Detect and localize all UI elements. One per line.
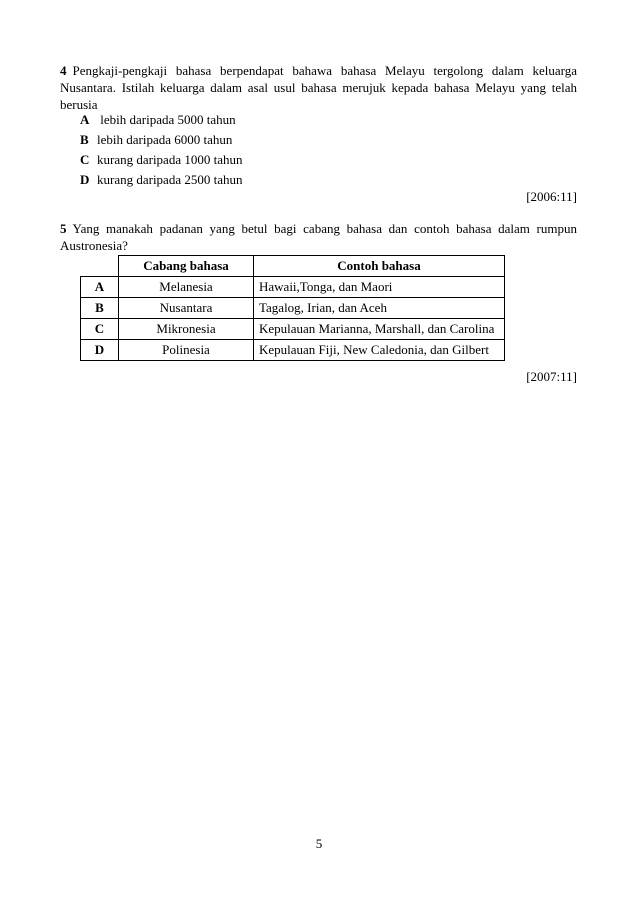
page-number: 5 — [315, 836, 323, 851]
table-header-row — [81, 256, 505, 277]
question-4-options — [80, 110, 480, 190]
question-4-reference: [2006:11] — [526, 189, 577, 204]
option-letter: C — [80, 152, 90, 167]
option-text: kurang daripada 2500 tahun — [97, 172, 243, 187]
row-letter: D — [81, 340, 119, 361]
question-4-number: 4 — [60, 63, 67, 78]
row-letter: C — [81, 319, 119, 340]
option-letter: A — [80, 112, 90, 127]
row-cabang: Polinesia — [119, 340, 254, 361]
question-5-reference: [2007:11] — [526, 369, 577, 384]
question-5-text: Yang manakah padanan yang betul bagi cabang bahasa dan contoh bahasa dalam rumpun Austronesia? — [60, 221, 577, 253]
question-4-text: Pengkaji-pengkaji bahasa berpendapat bahawa bahasa Melayu tergolong dalam keluarga Nusantara. Istilah keluarga dalam asal usul bahasa merujuk kepada bahasa Melayu yang telah berusia — [60, 63, 577, 112]
answer-table — [80, 255, 505, 361]
table-row[interactable] — [81, 340, 505, 361]
question-4 — [60, 62, 577, 113]
row-contoh: Tagalog, Irian, dan Aceh — [254, 298, 505, 319]
option-text: lebih daripada 5000 tahun — [97, 112, 236, 127]
table-header-contoh: Contoh bahasa — [254, 256, 505, 277]
option-b[interactable] — [80, 130, 480, 150]
option-c[interactable] — [80, 150, 480, 170]
option-a[interactable] — [80, 110, 480, 130]
option-text: lebih daripada 6000 tahun — [97, 132, 233, 147]
table-header-blank — [81, 256, 119, 277]
question-5-number: 5 — [60, 221, 67, 236]
row-contoh: Hawaii,Tonga, dan Maori — [254, 277, 505, 298]
question-5 — [60, 220, 577, 254]
table-row[interactable] — [81, 298, 505, 319]
row-contoh: Kepulauan Marianna, Marshall, dan Carolina — [254, 319, 505, 340]
row-cabang: Nusantara — [119, 298, 254, 319]
row-contoh: Kepulauan Fiji, New Caledonia, dan Gilbert — [254, 340, 505, 361]
row-letter: A — [81, 277, 119, 298]
row-cabang: Melanesia — [119, 277, 254, 298]
table-row[interactable] — [81, 277, 505, 298]
table-header-cabang: Cabang bahasa — [119, 256, 254, 277]
table-row[interactable] — [81, 319, 505, 340]
option-text: kurang daripada 1000 tahun — [97, 152, 243, 167]
option-d[interactable] — [80, 170, 480, 190]
option-letter: B — [80, 132, 89, 147]
option-letter: D — [80, 172, 90, 187]
row-cabang: Mikronesia — [119, 319, 254, 340]
row-letter: B — [81, 298, 119, 319]
